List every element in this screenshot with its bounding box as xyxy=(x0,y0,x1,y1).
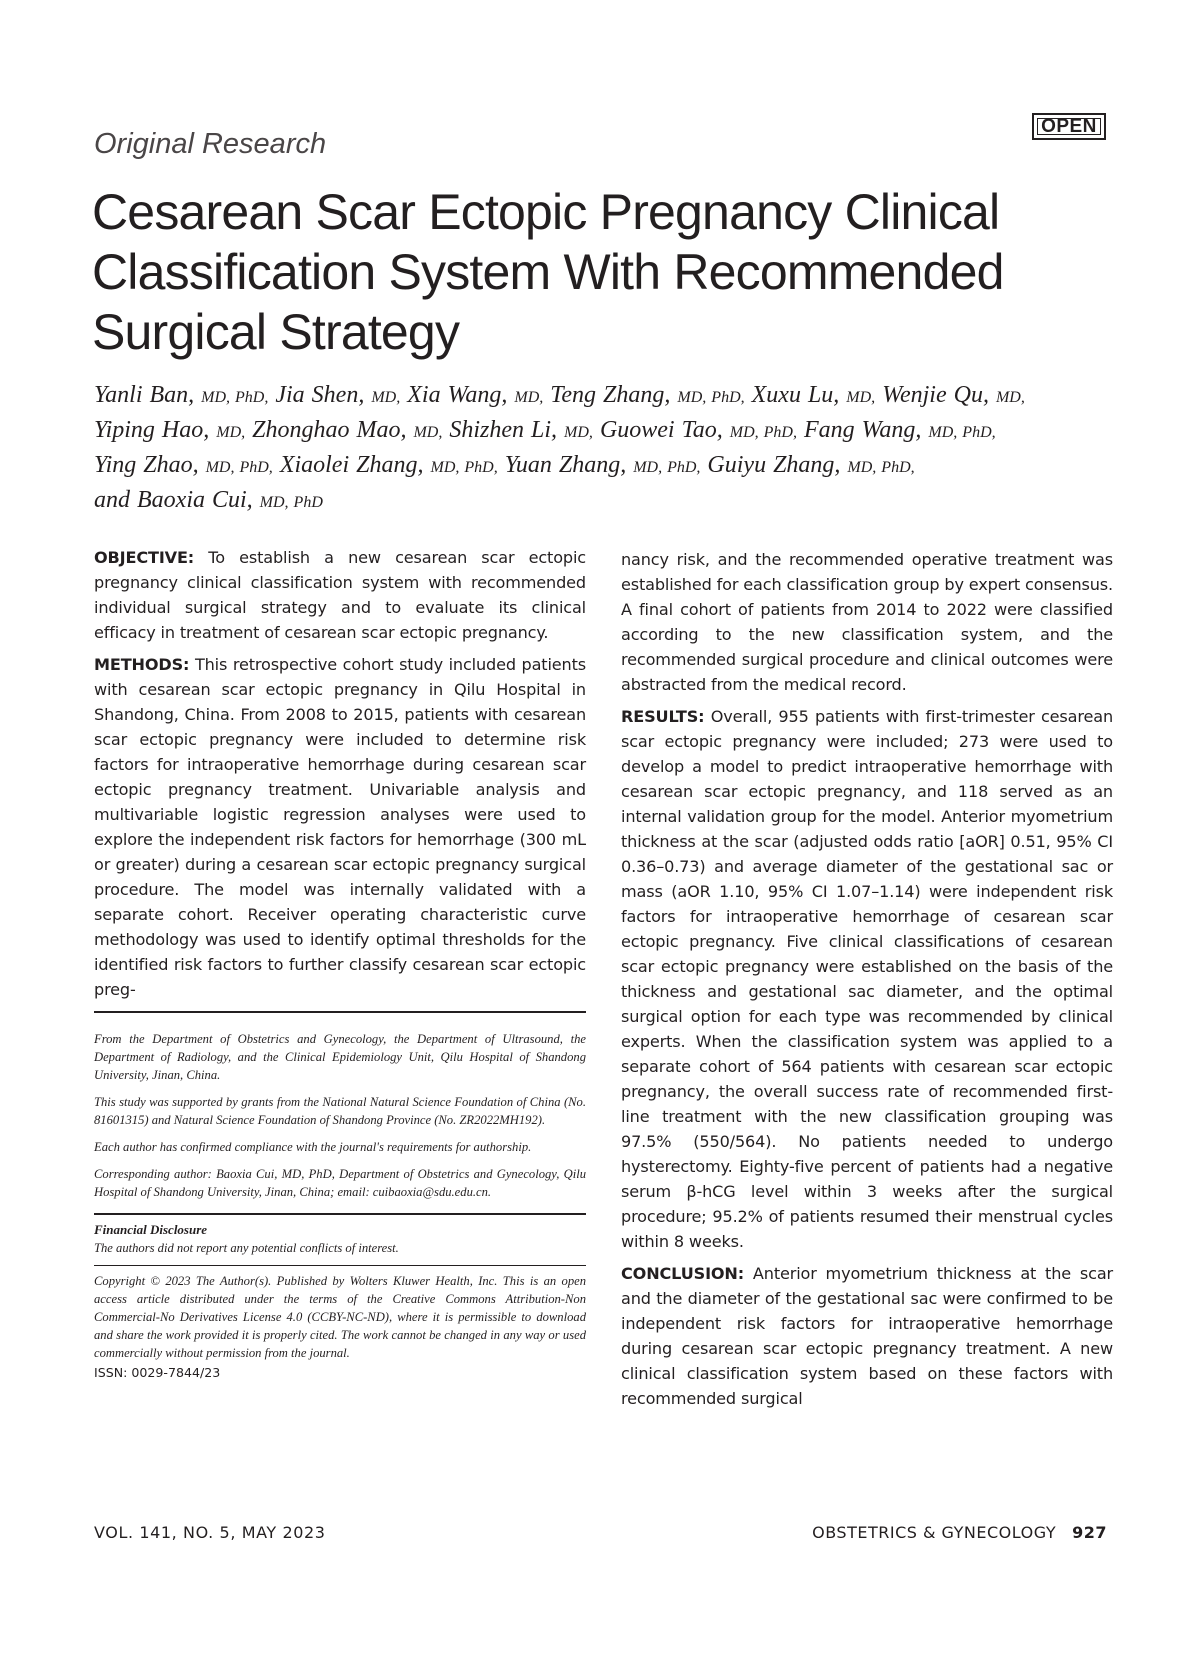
author-degree: MD, PhD, xyxy=(430,459,498,476)
author-list xyxy=(94,379,1124,519)
section-label: Original Research xyxy=(94,128,327,160)
author-name: Zhonghao Mao, xyxy=(252,417,407,443)
copyright-block xyxy=(94,1265,586,1382)
journal-name: OBSTETRICS & GYNECOLOGY xyxy=(812,1523,1057,1542)
article-notes xyxy=(94,1011,586,1382)
abstract-results xyxy=(621,704,1113,1254)
author-name: Shizhen Li, xyxy=(449,417,558,443)
title-line: Cesarean Scar Ectopic Pregnancy Clinical xyxy=(92,184,1000,240)
abstract-right-column xyxy=(621,547,1113,1418)
author-name: Yanli Ban, xyxy=(94,382,195,408)
issn: ISSN: 0029-7844/23 xyxy=(94,1365,221,1380)
footer-volume: VOL. 141, NO. 5, MAY 2023 xyxy=(94,1523,326,1542)
objective-text: To establish a new cesarean scar ectopic pregnancy clinical classification system with recommended individual surgical strategy and to evaluate its clinical efficacy in treatment of cesarean scar ectopic pregnancy. xyxy=(94,548,587,642)
author-degree: MD, PhD, xyxy=(205,459,273,476)
conclusion-label: CONCLUSION: xyxy=(621,1264,745,1283)
title-line: Surgical Strategy xyxy=(92,304,460,360)
author-degree: MD, xyxy=(514,389,544,406)
author-name: Guiyu Zhang, xyxy=(707,452,841,478)
author-degree: MD, xyxy=(846,389,876,406)
author-degree: MD, PhD, xyxy=(928,424,996,441)
financial-disclosure-text: The authors did not report any potential conflicts of interest. xyxy=(94,1241,399,1255)
copyright-note: Copyright © 2023 The Author(s). Published by Wolters Kluwer Health, Inc. This is an open access article distributed under the terms of the Creative Commons Attribution-Non Commercial-No Derivatives License 4.0 (CCBY-NC-ND), where it is permissible to download and share the work provided it is properly cited. The work cannot be changed in any way or used commercially without permission from the journal. xyxy=(94,1274,586,1360)
author-name: Wenjie Qu, xyxy=(882,382,989,408)
author-name: and Baoxia Cui, xyxy=(94,487,253,513)
methods-text: This retrospective cohort study included patients with cesarean scar ectopic pregnancy in Qilu Hospital in Shandong, China. From 2008 to 2015, patients with cesarean scar ectopic pregnancy were included to determine risk factors for intraoperative hemorrhage during cesarean scar ectopic pregnancy treatment. Univariable analysis and multivariable logistic regression analyses were used to explore the independent risk factors for hemorrhage (300 mL or greater) during a cesarean scar ectopic pregnancy surgical procedure. The model was internally validated with a separate cohort. Receiver operating characteristic curve methodology was used to identify optimal thresholds for the identified risk factors to further classify cesarean scar ectopic preg- xyxy=(94,655,586,999)
results-label: RESULTS: xyxy=(621,707,705,726)
author-degree: MD, xyxy=(216,424,246,441)
methods-continuation: nancy risk, and the recommended operative treatment was established for each classification group by expert consensus. A final cohort of patients from 2014 to 2022 were classified according to the new classification system, and the recommended surgical procedure and clinical outcomes were abstracted from the medical record. xyxy=(621,550,1114,694)
abstract-left-column xyxy=(94,545,586,1009)
author-name: Yuan Zhang, xyxy=(504,452,627,478)
footer-journal xyxy=(812,1523,1107,1542)
article-title xyxy=(92,182,1122,362)
methods-label: METHODS: xyxy=(94,655,190,674)
author-degree: MD, PhD xyxy=(259,494,323,511)
author-degree: MD, PhD, xyxy=(677,389,745,406)
funding-note: This study was supported by grants from the National Natural Science Foundation of China (No. 81601315) and Natural Science Foundation of Shandong Province (No. ZR2022MH192). xyxy=(94,1095,586,1127)
author-degree: MD, PhD, xyxy=(729,424,797,441)
author-degree: MD, xyxy=(995,389,1025,406)
affiliation-note: From the Department of Obstetrics and Gynecology, the Department of Ultrasound, the Department of Radiology, and the Clinical Epidemiology Unit, Qilu Hospital of Shandong University, Jinan, China. xyxy=(94,1032,586,1082)
objective-label: OBJECTIVE: xyxy=(94,548,195,567)
title-line: Classification System With Recommended xyxy=(92,244,1004,300)
author-degree: MD, PhD, xyxy=(847,459,915,476)
financial-disclosure-heading: Financial Disclosure xyxy=(94,1222,208,1237)
conclusion-text: Anterior myometrium thickness at the scar and the diameter of the gestational sac were confirmed to be independent risk factors for intraoperative hemorrhage during cesarean scar ectopic pregnancy treatment. A new clinical classification system based on these factors with recommended surgical xyxy=(621,1264,1113,1408)
author-degree: MD, xyxy=(413,424,443,441)
author-name: Ying Zhao, xyxy=(94,452,199,478)
author-name: Teng Zhang, xyxy=(550,382,671,408)
author-name: Fang Wang, xyxy=(803,417,922,443)
results-text: Overall, 955 patients with first-trimester cesarean scar ectopic pregnancy were included; 273 were used to develop a model to predict intraoperative hemorrhage with cesarean scar ectopic pregnancy, and 118 served as an internal validation group for the model. Anterior myometrium thickness at the scar (adjusted odds ratio [aOR] 0.51, 95% CI 0.36–0.73) and average diameter of the gestational sac or mass (aOR 1.10, 95% CI 1.07–1.14) were independent risk factors for intraoperative hemorrhage of cesarean scar ectopic pregnancy. Five clinical classifications of cesarean scar ectopic pregnancy were established on the basis of the thickness and gestational sac diameter, and the optimal surgical option for each type was recommended by clinical experts. When the classification system was applied to a separate cohort of 564 patients with cesarean scar ectopic pregnancy, the overall success rate of recommended first-line treatment with the new classification grouping was 97.5% (550/564). No patients needed to undergo hysterectomy. Eighty-five percent of patients had a negative serum β-hCG level within 3 weeks after the surgical procedure; 95.2% of patients resumed their menstrual cycles within 8 weeks. xyxy=(621,707,1114,1251)
author-name: Xiaolei Zhang, xyxy=(279,452,424,478)
author-name: Xuxu Lu, xyxy=(751,382,840,408)
page-number: 927 xyxy=(1072,1523,1107,1542)
abstract-methods xyxy=(94,652,586,1002)
financial-disclosure xyxy=(94,1213,586,1257)
abstract-conclusion xyxy=(621,1261,1113,1411)
author-degree: MD, xyxy=(564,424,593,441)
author-name: Guowei Tao, xyxy=(599,417,723,443)
author-degree: MD, PhD, xyxy=(633,459,701,476)
authorship-note: Each author has confirmed compliance with the journal's requirements for authorship. xyxy=(94,1140,532,1154)
abstract-objective xyxy=(94,545,586,645)
author-name: Xia Wang, xyxy=(407,382,508,408)
open-access-badge: OPEN xyxy=(1032,113,1106,140)
author-name: Yiping Hao, xyxy=(94,417,210,443)
author-degree: MD, xyxy=(371,389,401,406)
author-name: Jia Shen, xyxy=(275,382,365,408)
corresponding-author-note: Corresponding author: Baoxia Cui, MD, PhD, Department of Obstetrics and Gynecology, Qilu Hospital of Shandong University, Jinan, China; email: cuibaoxia@sdu.edu.cn. xyxy=(94,1167,586,1199)
author-degree: MD, PhD, xyxy=(201,389,269,406)
